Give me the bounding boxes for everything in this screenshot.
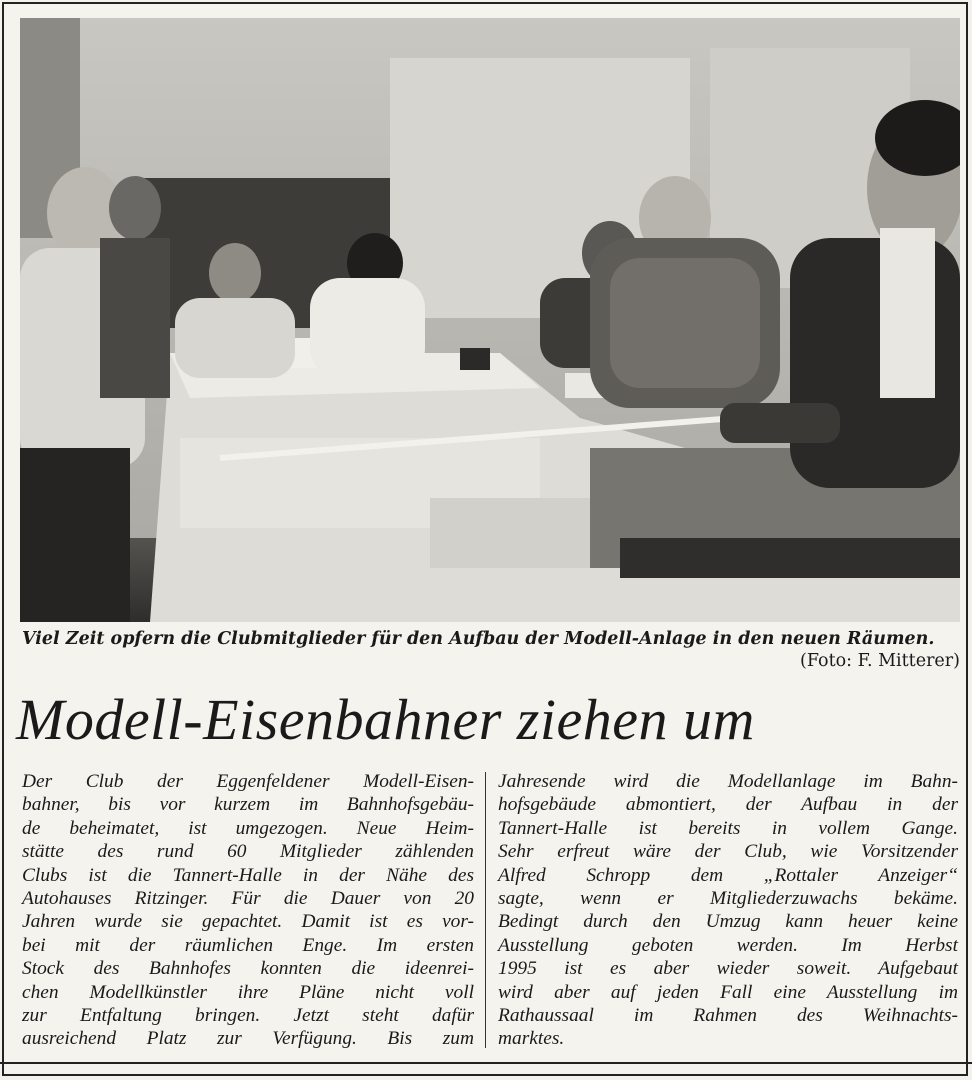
- body-line: Sehr erfreut wäre der Club, wie Vorsitzender: [498, 841, 958, 863]
- body-line: wird aber auf jeden Fall eine Ausstellung im: [498, 981, 958, 1003]
- article-column-right: [498, 770, 958, 1051]
- body-line: Jahren wurde sie gepachtet. Damit ist es vor-: [22, 911, 474, 933]
- body-line: 1995 ist es aber wieder soweit. Aufgebaut: [498, 958, 958, 980]
- body-line: hofsgebäude abmontiert, der Aufbau in der: [498, 794, 958, 816]
- photo-caption: [22, 628, 960, 672]
- body-line: zur Entfaltung bringen. Jetzt steht dafür: [22, 1005, 474, 1027]
- body-line: Stock des Bahnhofes konnten die ideenrei-: [22, 958, 474, 980]
- body-line: ausreichend Platz zur Verfügung. Bis zum: [22, 1028, 474, 1050]
- body-line: Alfred Schropp dem „Rottaler Anzeiger“: [498, 864, 958, 886]
- body-line: bahner, bis vor kurzem im Bahnhofsgebäu-: [22, 794, 474, 816]
- article-headline: Modell-Eisenbahner ziehen um: [16, 687, 755, 752]
- photo-illustration: [20, 18, 960, 622]
- body-line: Der Club der Eggenfeldener Modell-Eisen-: [22, 771, 474, 792]
- body-line: chen Modellkünstler ihre Pläne nicht voll: [22, 981, 474, 1003]
- column-divider: [485, 772, 486, 1048]
- body-line: Autohauses Ritzinger. Für die Dauer von 20: [22, 888, 474, 910]
- photo-credit: (Foto: F. Mitterer): [800, 651, 960, 671]
- body-line: Ausstellung geboten werden. Im Herbst: [498, 934, 958, 956]
- body-line: de beheimatet, ist umgezogen. Neue Heim-: [22, 817, 474, 839]
- body-line: bei mit der räumlichen Enge. Im ersten: [22, 934, 474, 956]
- body-line: Bedingt durch den Umzug kann heuer keine: [498, 911, 958, 933]
- news-photo: [20, 18, 960, 622]
- body-line: Rathaussaal im Rahmen des Weihnachts-: [498, 1005, 958, 1027]
- article-column-left: [22, 770, 474, 1051]
- bottom-rule: [0, 1062, 972, 1064]
- caption-text: Viel Zeit opfern die Clubmitglieder für den Aufbau der Modell-Anlage in den neuen Räumen.: [22, 629, 935, 649]
- body-line: Tannert-Halle ist bereits in vollem Gange.: [498, 817, 958, 839]
- body-line: Jahresende wird die Modellanlage im Bahn-: [498, 771, 958, 792]
- body-line: sagte, wenn er Mitgliederzuwachs bekäme.: [498, 888, 958, 910]
- body-line: Clubs ist die Tannert-Halle in der Nähe des: [22, 864, 474, 886]
- body-line: stätte des rund 60 Mitglieder zählenden: [22, 841, 474, 863]
- body-line: marktes.: [498, 1028, 565, 1050]
